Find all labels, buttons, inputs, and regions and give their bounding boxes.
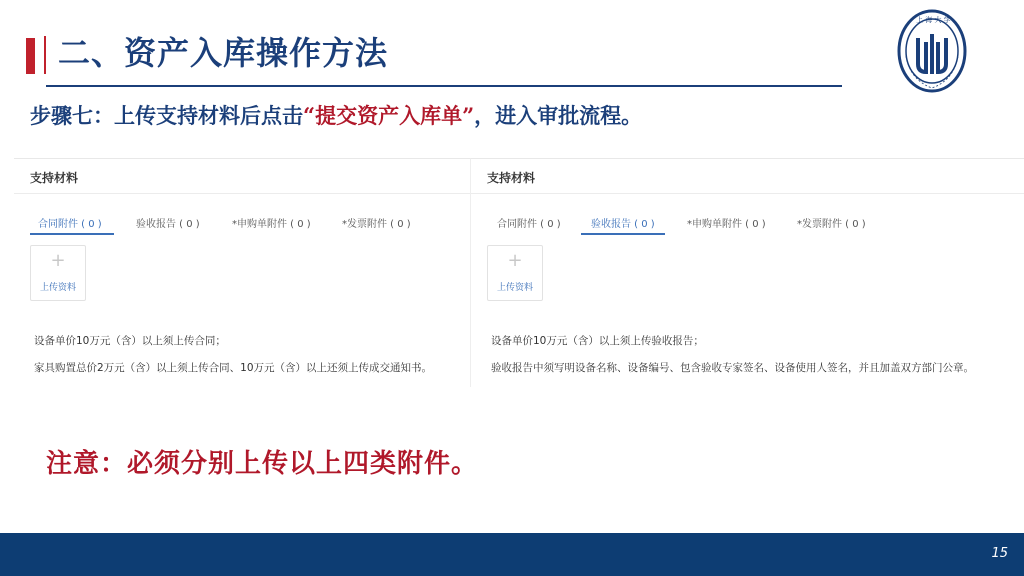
title-accent-bar <box>26 38 35 74</box>
requirement-note: 家具购置总价2万元（含）以上须上传合同、10万元（含）以上还须上传成交通知书。 <box>34 362 433 374</box>
shanghai-university-seal-icon <box>896 8 968 94</box>
step-suffix: ，进入审批流程。 <box>474 103 643 128</box>
active-tab-indicator <box>581 233 665 235</box>
requirement-note: 设备单价10万元（含）以上须上传合同； <box>34 335 226 347</box>
upload-label: 上传资料 <box>39 283 76 293</box>
tab-acceptance-report[interactable]: 验收报告 ( 0 ) <box>591 219 655 230</box>
support-materials-panel-contract <box>14 158 471 387</box>
panel-title: 支持材料 <box>30 171 79 185</box>
step-highlight: “提交资产入库单” <box>303 103 475 128</box>
title-accent-line <box>44 36 46 74</box>
tab-contract-attachment[interactable]: 合同附件 ( 0 ) <box>38 219 102 230</box>
slide-title: 二、资产入库操作方法 <box>58 34 389 72</box>
panel-divider <box>471 193 1024 194</box>
tab-contract-attachment[interactable]: 合同附件 ( 0 ) <box>497 219 561 230</box>
requirement-note: 验收报告中须写明设备名称、设备编号、包含验收专家签名、设备使用人签名，并且加盖双方部门公章。 <box>491 362 974 374</box>
support-materials-panel-acceptance <box>471 158 1024 387</box>
tab-purchase-request-attachment[interactable]: *申购单附件 ( 0 ) <box>687 219 766 230</box>
active-tab-indicator <box>30 233 114 235</box>
footer-bar <box>0 533 1024 576</box>
panel-title: 支持材料 <box>487 171 536 185</box>
title-divider <box>46 85 842 87</box>
step-prefix: 步骤七：上传支持材料后点击 <box>30 103 303 128</box>
upload-button[interactable] <box>487 245 543 301</box>
plus-icon: + <box>50 250 66 271</box>
tab-invoice-attachment[interactable]: *发票附件 ( 0 ) <box>797 219 866 230</box>
upload-label: 上传资料 <box>496 283 533 293</box>
step-instruction <box>30 100 642 130</box>
upload-button[interactable] <box>30 245 86 301</box>
panel-divider <box>14 193 470 194</box>
tab-purchase-request-attachment[interactable]: *申购单附件 ( 0 ) <box>232 219 311 230</box>
requirement-note: 设备单价10万元（含）以上须上传验收报告； <box>491 335 704 347</box>
plus-icon: + <box>507 250 523 271</box>
tab-invoice-attachment[interactable]: *发票附件 ( 0 ) <box>342 219 411 230</box>
page-number: 15 <box>991 546 1008 561</box>
svg-text:上 海 大 学: 上 海 大 学 <box>916 16 951 24</box>
notice-text: 注意：必须分别上传以上四类附件。 <box>46 449 479 479</box>
tab-acceptance-report[interactable]: 验收报告 ( 0 ) <box>136 219 200 230</box>
